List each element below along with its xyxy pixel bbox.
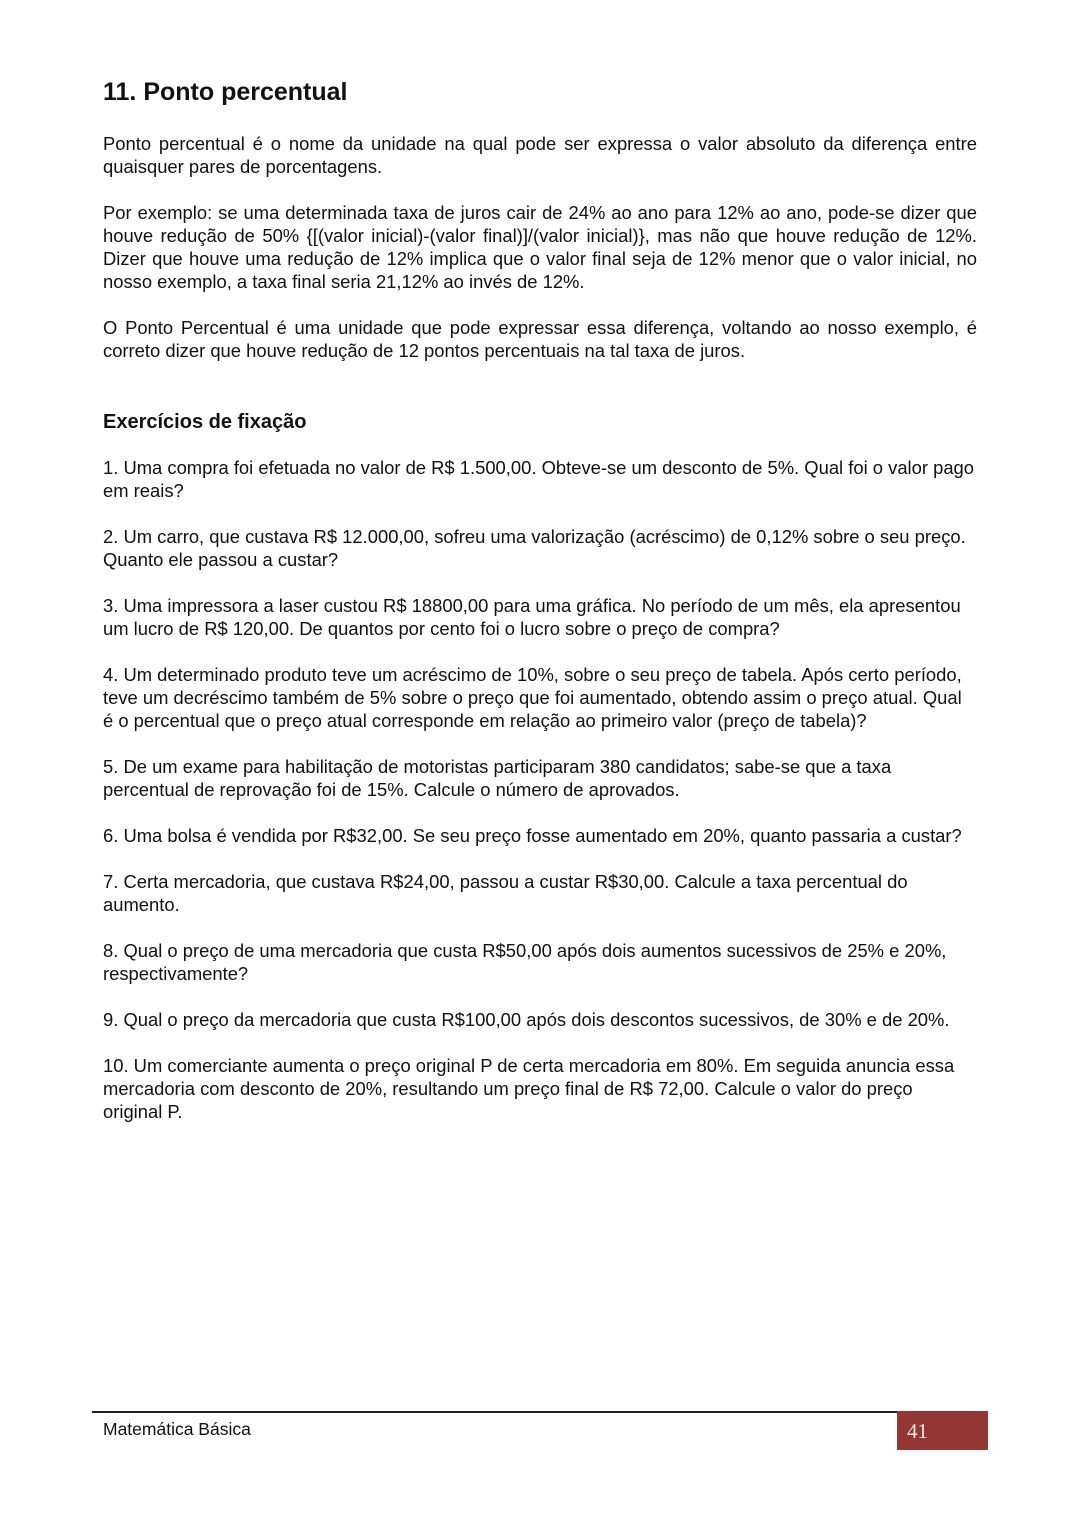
exercises-title: Exercícios de fixação	[103, 411, 307, 433]
exercise-item: 5. De um exame para habilitação de motoristas participaram 380 candidatos; sabe-se que a taxa percentual de reprovação foi de 15%. Calcule o número de aprovados.	[103, 756, 892, 800]
footer-book-title: Matemática Básica	[103, 1419, 251, 1439]
paragraph-conclusion: O Ponto Percentual é uma unidade que pode expressar essa diferença, voltando ao nosso exemplo, é correto dizer que houve redução de 12 pontos percentuais na tal taxa de juros.	[103, 317, 977, 361]
exercise-item: 2. Um carro, que custava R$ 12.000,00, sofreu uma valorização (acréscimo) de 0,12% sobre o seu preço. Quanto ele passou a custar?	[103, 526, 966, 570]
page-content	[103, 76, 977, 1146]
exercise-item: 6. Uma bolsa é vendida por R$32,00. Se seu preço fosse aumentado em 20%, quanto passaria a custar?	[103, 825, 962, 846]
exercise-item: 3. Uma impressora a laser custou R$ 18800,00 para uma gráfica. No período de um mês, ela apresentou um lucro de R$ 120,00. De quantos por cento foi o lucro sobre o preço de compra?	[103, 595, 961, 639]
exercise-item: 1. Uma compra foi efetuada no valor de R$ 1.500,00. Obteve-se um desconto de 5%. Qual foi o valor pago em reais?	[103, 457, 975, 501]
exercise-item: 8. Qual o preço de uma mercadoria que custa R$50,00 após dois aumentos sucessivos de 25% e 20%, respectivamente?	[103, 940, 947, 984]
footer-divider	[92, 1411, 898, 1413]
paragraph-example: Por exemplo: se uma determinada taxa de juros cair de 24% ao ano para 12% ao ano, pode-se dizer que houve redução de 50% {[(valor inicial)-(valor final)]/(valor inicial)}, mas não que houve redução de 12%. Dizer que houve uma redução de 12% implica que o valor final seja de 12% menor que o valor inicial, no nosso exemplo, a taxa final seria 21,12% ao invés de 12%.	[103, 202, 977, 292]
exercise-item: 9. Qual o preço da mercadoria que custa R$100,00 após dois descontos sucessivos, de 30% e de 20%.	[103, 1009, 950, 1030]
exercise-item: 10. Um comerciante aumenta o preço original P de certa mercadoria em 80%. Em seguida anuncia essa mercadoria com desconto de 20%, resultando um preço final de R$ 72,00. Calcule o valor do preço original P.	[103, 1055, 955, 1122]
section-title: 11. Ponto percentual	[103, 78, 348, 106]
paragraph-definition: Ponto percentual é o nome da unidade na qual pode ser expressa o valor absoluto da diferença entre quaisquer pares de porcentagens.	[103, 133, 977, 177]
page-number-badge	[897, 1411, 988, 1450]
exercise-item: 4. Um determinado produto teve um acréscimo de 10%, sobre o seu preço de tabela. Após certo período, teve um decréscimo também de 5% sobre o preço que foi aumentado, obtendo assim o preço atual. Qual é o percentual que o preço atual corresponde em relação ao primeiro valor (preço de tabela)?	[103, 664, 962, 731]
exercise-item: 7. Certa mercadoria, que custava R$24,00, passou a custar R$30,00. Calcule a taxa percentual do aumento.	[103, 871, 908, 915]
page-number: 41	[907, 1419, 928, 1443]
